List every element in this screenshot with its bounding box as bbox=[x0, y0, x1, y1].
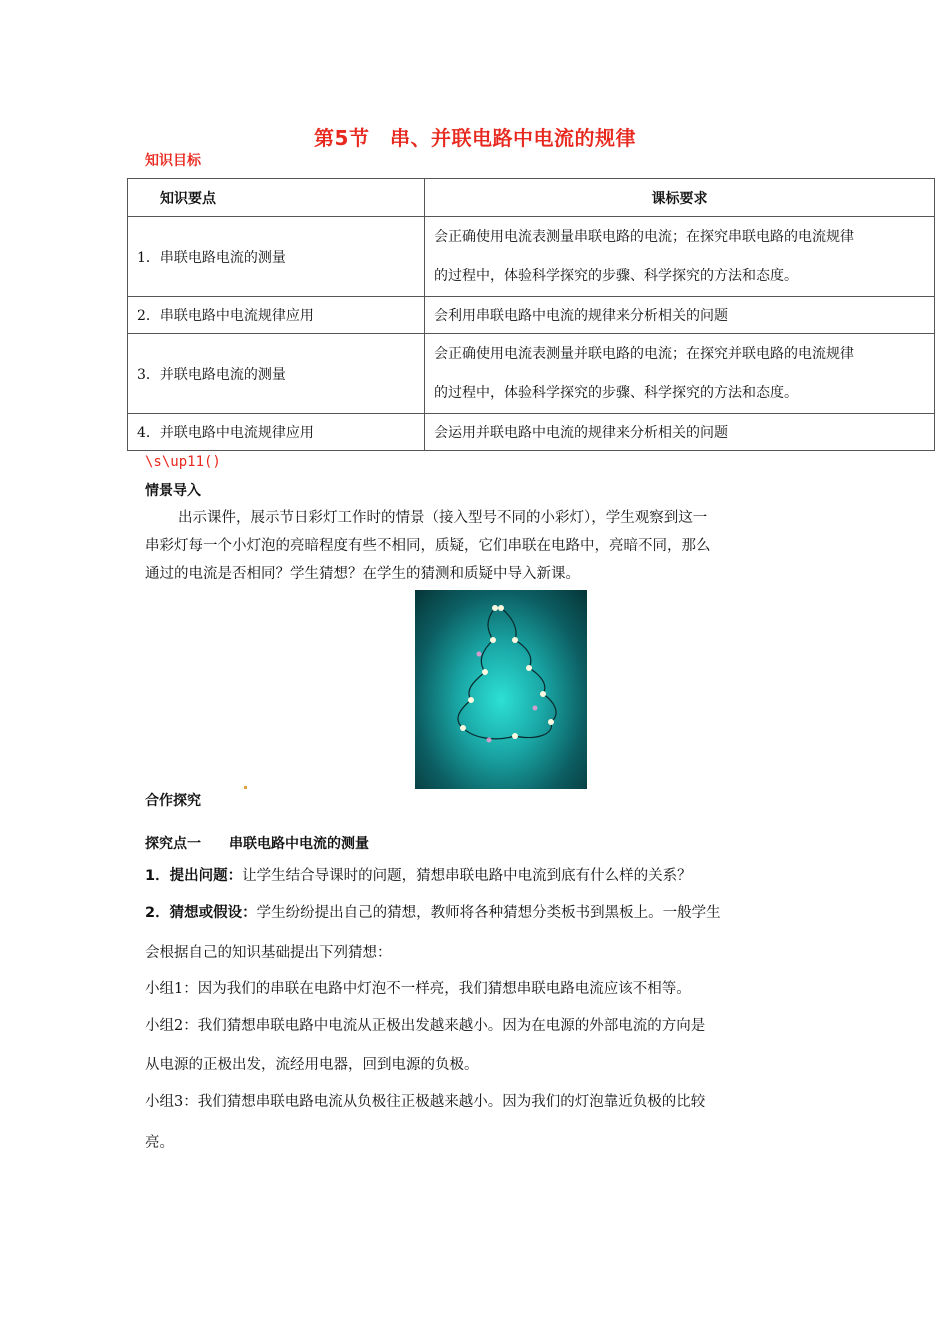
christmas-lights-photo bbox=[415, 590, 587, 789]
question-2 bbox=[145, 901, 721, 922]
field-code: \s\up11() bbox=[145, 454, 221, 470]
intro-line: 串彩灯每一个小灯泡的亮暗程度有些不相同，质疑，它们串联在电路中，亮暗不同，那么 bbox=[145, 538, 711, 554]
intro-paragraph bbox=[145, 504, 825, 588]
section-heading-coop: 合作探究 bbox=[145, 793, 201, 809]
table-cell-req bbox=[425, 217, 935, 297]
table-row bbox=[128, 217, 935, 297]
table-cell-req: 会运用并联电路中电流的规律来分析相关的问题 bbox=[425, 414, 935, 451]
question-2-continued: 会根据自己的知识基础提出下列猜想： bbox=[145, 945, 392, 961]
question-1-label: 1．提出问题： bbox=[145, 868, 243, 884]
section-heading-goals: 知识目标 bbox=[145, 153, 201, 169]
table-row bbox=[128, 334, 935, 414]
question-2-text: 学生纷纷提出自己的猜想，教师将各种猜想分类板书到黑板上。一般学生 bbox=[256, 905, 721, 921]
group-1-text: 小组1：因为我们的串联在电路中灯泡不一样亮，我们猜想串联电路电流应该不相等。 bbox=[145, 981, 691, 997]
goals-table bbox=[127, 178, 935, 451]
group-2-line-1: 小组2：我们猜想串联电路中电流从正极出发越来越小。因为在电源的外部电流的方向是 bbox=[145, 1018, 706, 1034]
table-row bbox=[128, 297, 935, 334]
stray-mark bbox=[244, 786, 247, 789]
question-2-label: 2．猜想或假设： bbox=[145, 905, 257, 921]
group-3-line-2: 亮。 bbox=[145, 1135, 174, 1151]
group-3-line-1: 小组3：我们猜想串联电路电流从负极往正极越来越小。因为我们的灯泡靠近负极的比较 bbox=[145, 1094, 706, 1110]
req-line: 的过程中，体验科学探究的步骤、科学探究的方法和态度。 bbox=[434, 384, 798, 401]
table-header: 知识要点 bbox=[128, 179, 425, 217]
req-line: 的过程中，体验科学探究的步骤、科学探究的方法和态度。 bbox=[434, 267, 798, 284]
intro-line: 出示课件，展示节日彩灯工作时的情景（接入型号不同的小彩灯），学生观察到这一 bbox=[178, 510, 708, 526]
table-cell-req: 会利用串联电路中电流的规律来分析相关的问题 bbox=[425, 297, 935, 334]
table-cell-point: 1．串联电路电流的测量 bbox=[128, 217, 425, 297]
page-title: 第5节 串、并联电路中电流的规律 bbox=[314, 126, 636, 150]
req-line: 会正确使用电流表测量串联电路的电流；在探究串联电路的电流规律 bbox=[434, 228, 854, 245]
group-2-line-2: 从电源的正极出发，流经用电器，回到电源的负极。 bbox=[145, 1057, 479, 1073]
table-header: 课标要求 bbox=[425, 179, 935, 217]
table-cell-point: 3．并联电路电流的测量 bbox=[128, 334, 425, 414]
light-string-illustration bbox=[415, 590, 587, 789]
intro-line: 通过的电流是否相同？学生猜想？在学生的猜测和质疑中导入新课。 bbox=[145, 566, 580, 582]
table-cell-point: 2．串联电路中电流规律应用 bbox=[128, 297, 425, 334]
req-line: 会正确使用电流表测量并联电路的电流；在探究并联电路的电流规律 bbox=[434, 345, 854, 362]
table-cell-req bbox=[425, 334, 935, 414]
table-cell-point: 4．并联电路中电流规律应用 bbox=[128, 414, 425, 451]
question-1-text: 让学生结合导课时的问题，猜想串联电路中电流到底有什么样的关系？ bbox=[242, 868, 692, 884]
explore-point-title: 探究点一 串联电路中电流的测量 bbox=[145, 836, 369, 852]
section-heading-intro: 情景导入 bbox=[145, 483, 201, 499]
table-row bbox=[128, 414, 935, 451]
question-1 bbox=[145, 864, 692, 885]
table-header-row bbox=[128, 179, 935, 217]
